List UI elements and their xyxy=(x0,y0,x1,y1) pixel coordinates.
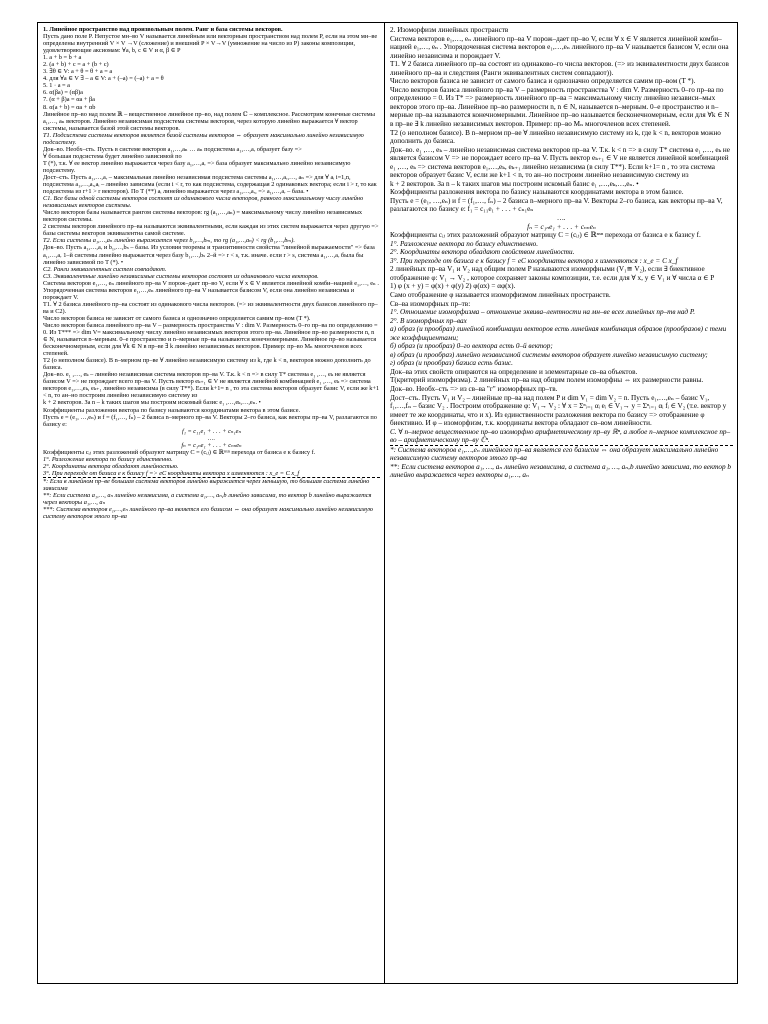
left-column xyxy=(38,23,385,983)
text-line: Система векторов e₁,…, eₙ линейного пр–ва V порож–дает пр–во V, если ∀ x ∈ V является линейной комби–нацией e₁,…, eₙ . Упорядоченная система векторов e₁,…,eₙ линейного пр–ва V называется базисом V, если она линейно независима и порождает V. xyxy=(390,34,729,60)
text-line: г) образ (и прообраз) базиса есть базис. xyxy=(390,359,513,368)
text-line: в) образ (и прообраз) линейно независимой системы векторов образует линейно независимую систему; xyxy=(390,350,708,359)
text-line: T1. Подсистема системы векторов является базой системы векторов ⇔ образует максимально линейно независимую подсистему. xyxy=(43,131,364,146)
right-column xyxy=(385,23,737,983)
text-line: 2°. В изоморфных пр–вах xyxy=(390,316,467,325)
text-line: 2. (a + b) + c = a + (b + c) xyxy=(43,61,109,69)
text-line: T (*), т.к. ∀ ее вектор линейно выражается через базу a₁,…,aᵣ => база образует максимально линейно независимую подсистему. xyxy=(43,159,351,174)
text-line: T2 (о неполном базисе). В n–мерном пр–ве ∀ линейно независимую систему из k, где k < n, векторов можно дополнить до базиса. xyxy=(43,357,371,372)
text-line: Док–ва этих свойств опираются на определение и элементарные св–ва объектов. xyxy=(390,367,638,376)
text-line: **: Если система векторов a₁, …, aₙ линейно независима, а система a₁, …, aₙ,b линейно зависима, то вектор b линейно выражается через векторы a₁,…, aₙ xyxy=(390,462,731,480)
text-line: ∀ большая подсистема будет линейно зависимой по xyxy=(43,152,182,160)
text-line: Число векторов базиса линейного пр–ва V – размерность пространства V : dim V. Размерность 0–го пр–ва по определению = 0. Из T*** => dim V= максимальному числу линейно независимых векторов этого пр–ва. Линейное пр–во размерности n, n ∈ N, называется n–мерным. 0–е пространство и n–мерные пр–ва называются конечномерными. Линейное пр–во называется бесконечномерным, если для ∀k ∈ N в пр–ве ∃ k линейно независимых векторов. Пример: пр–во Mₙ многочленов всех степеней. xyxy=(43,321,378,358)
text-line: k + 2 векторов. За n – k таких шагов мы построим искомый базис e₁ ,…,eₖ,…,eₙ. • xyxy=(390,179,639,188)
text-line: 2 системы векторов линейного пр–ва называются эквивалентными, если каждая из этих систем выражается через другую => базы системы векторов эквивалентна самой системе. xyxy=(43,223,379,238)
text-line: 1°. Разложение вектора по базису единственно. xyxy=(390,239,539,248)
text-line: 2°. Координаты вектора обладают свойством линейности. xyxy=(390,248,575,257)
text-line: Коэффициенты разложения вектора по базису называются координатами вектора в этом базисе. xyxy=(390,188,684,197)
text-line: fₙ = c₁ₙe₁ + . . . + cₙₙeₙ xyxy=(527,222,596,231)
text-line: Само отображение φ называется изоморфизмом линейных пространств. xyxy=(390,290,611,299)
text-line: f₁ = c₁₁e₁ + . . . + cₙ₁eₙ xyxy=(181,427,242,435)
text-line: 8. α(a + b) = αa + αb xyxy=(43,103,96,111)
text-line: *: Если в линейном пр–ве большая система векторов линейно выражается через меньшую, то большая система линейно зависима xyxy=(43,478,370,493)
text-line: Пусть e = (e₁, …,eₙ) и f = (f₁,…, fₙ) – 2 базиса n–мерного пр–ва V. Векторы 2–го базиса, как векторы пр–ва V, разлагаются по базису e: f₁ = c₁₁e₁ + . . . + cₙ₁eₙ xyxy=(390,196,723,214)
text-line: Число векторов базы называется рангом системы векторов: rg (a₁,…,aₙ) = максимальному числу линейно независимых векторов системы. xyxy=(43,209,362,224)
text-line: Коэффициенты разложения вектора по базису называются координатами вектора в этом базисе. xyxy=(43,406,301,414)
text-line: Число векторов базиса линейного пр–ва V – размерность пространства V : dim V. Размерность 0–го пр–ва по определению = 0. Из T* => размерность линейного пр–ва = максимальному числу линейно независи–мых векторов этого пр–ва. Линейное пр–во размерности n, n ∈ N, называется n–мерным. 0–е пространство и n–мерные пр–ва называются конечномерными. Линейное пр–во называется бесконечномерным, если для ∀k ∈ N в пр–ве ∃ k линейно независимых векторов. Пример: пр–во Mₙ многочленов всех степеней. xyxy=(390,85,730,129)
text-line: …. xyxy=(207,434,216,442)
text-line: 1°. Разложение вектора по базису единственно. xyxy=(43,455,173,463)
document-sheet xyxy=(37,22,738,984)
text-line: fₙ = c₁ₙe₁ + . . . + cₙₙeₙ xyxy=(181,441,242,449)
text-line: б) образ (и прообраз) 0–го вектора есть 0–й вектор; xyxy=(390,342,553,351)
text-line: Коэффициенты cᵢⱼ этих разложений образуют матрицу C = (cᵢⱼ) ∈ ℝⁿˣⁿ перехода от базиса e к базису f. xyxy=(390,231,701,240)
text-line: C1. Все базы одной системы векторов состоят из одинакового числа векторов, равного максимальному числу линейно независимых векторов системы. xyxy=(43,195,364,210)
text-line: f₁,…,fₙ – базис V₂ . Построим отображение φ: V₁→ V₂ : ∀ x = Σⁿᵢ₌₁ αᵢ eᵢ ∈ V₁→ y = Σⁿᵢ₌₁ αᵢ fᵢ ∈ V₂ (т.е. вектор y имеет те же координаты, что и x). Из единственности разложения вектора по базису => отображение φ биективно. И φ – изоморфизм, т.к. координаты вектора обладают св–вом линейности. xyxy=(390,402,727,428)
text-line: Число векторов базиса не зависит от самого базиса и однозначно определяется самим пр–вом (T *). xyxy=(43,314,311,322)
text-line: 1) φ (x + y) = φ(x) + φ(y) 2) φ(αx) = αφ(x). xyxy=(390,282,516,291)
text-line: …. xyxy=(557,214,566,223)
text-line: **: Если система a₁,…, aₙ линейно независима, а система a₁,…, aₙ,b линейно зависима, то вектор b линейно выражается через векторы a₁,…, aₙ xyxy=(43,492,372,507)
text-line: Док–во. Пусть a₁,…,aᵣ и b₁,…,bₛ – базы. Из условия теоремы и транзитивности свойства "линейной выражаемости" => база a₁,…,aᵣ 1–й системы линейно выражается через базу b₁,…,bₛ 2–й => r < s, т.к. иначе. если r > s, система a₁,…,aᵣ была бы линейно зависимой по T (*). • xyxy=(43,244,375,266)
text-line: 1. Линейное пространство над произвольным полем. Ранг и база системы векторов. xyxy=(43,26,283,33)
text-line: Коэффициенты cᵢⱼ этих разложений образуют матрицу C = (cᵢⱼ) ∈ ℝⁿˣⁿ переходa от базиса e к базису f. xyxy=(43,448,316,456)
text-line: Док–во. e₁ ,…, eₖ – линейно независимая система векторов пр–ва V. Т.к. k < n => в силу T* система e₁ ,…, eₖ не является базисом V => не порождает всего пр–ва V. Пусть вектор eₖ₊₁ ∈ V не является линейной комбинацией e₁ ,…, eₖ => система векторов e₁,…,eₖ, eₖ₊₁ линейно независима (в силу T**). Если k+1= n , то эта система векторов образует базис V, если же k+1 < n, то ан–но построим линейно независимую систему из xyxy=(390,145,730,180)
text-line: C. ∀ n–мерное вещественное пр–во изоморфно арифметическому пр–ву ℝⁿ, а любое n–мерное комплексное пр–во – арифметическому пр–ву ℂⁿ. xyxy=(390,427,731,445)
text-line: Док–во. e₁ ,…, eₖ – линейно независимая система векторов пр–ва V. Т.к. k < n => в силу T* система e₁ ,…, eₖ не является базисом V => не порождает всего пр–ва V. Пусть вектор eₖ₊₁ ∈ V не является линейной комбинацией e₁ ,…, eₖ => система векторов e₁,…,eₖ, eₖ₊₁ линейно независима (в силу T**). Если k+1= n , то эта система векторов образует базис V, если же k+1 < n, то ан–но построим линейно независимую систему из xyxy=(43,371,380,400)
text-line: Линейное пр–во над полем ℝ – вещественное линейное пр–во, над полем ℂ – комплексное. Рассмотрим конечные системы a₁,…, aₙ векторов. Линейно независимая подсистема системы векторов, через которую линейно выражается ∀ вектор системы, называется базой этой системы векторов. xyxy=(43,110,375,132)
text-line: *: Система векторов e₁,…,eₙ линейного пр–ва является его базисом ⇔ она образует максимально линейно независимую систему векторов этого пр–ва xyxy=(390,445,719,463)
text-line: T1. ∀ 2 базиса линейного пр–ва состоят из одинаково–го числа векторов. (=> из эквивалентности двух базисов линейного пр–ва и следствия (Ранги эквивалентных систем совпадают)). xyxy=(390,60,729,77)
text-line: 3°. При переходе от базиса e к базису f => eC координаты вектора x изменяются : x_e = C x_f xyxy=(43,469,300,477)
text-line: k + 2 векторов. За n – k таких шагов мы построим искомый базис e₁ ,…,eₖ,…,eₙ. • xyxy=(43,399,261,407)
text-line: 3°. При переходе от базиса e к базису f = eC координаты вектора x изменяются : x_e = C x_f xyxy=(390,256,678,265)
text-line: T2 (о неполном базисе). В n–мерном пр–ве ∀ линейно независимую систему из k, где k < n, векторов можно дополнить до базиса. xyxy=(390,128,721,146)
text-line: T2. Если системы a₁,…,aₙ линейно выражается через b₁,…,bₘ, то rg (a₁,…,aₙ) < rg (b₁,…,bₘ). xyxy=(43,237,295,245)
text-line: C3. Эквивалентные линейно независимые системы векторов состоят из одинакового числа векторов. xyxy=(43,272,319,280)
text-line: 3. ∃θ ∈ V: a + θ = θ + a = a xyxy=(43,68,113,76)
text-line: 5. 1 · a = a xyxy=(43,82,70,90)
text-line: Дост–сть. Пусть a₁,…,aᵣ – максимальная линейно независимая подсистема системы a₁,…,aᵣ,…, aₙ => для ∀ aᵢ i=1,n, подсистема a₁,…,aᵣ,aᵢ – линейно зависима (если i < r, то как подсистема, содержащая 2 одинаковых вектора; если i > r, то как подсистема из r+1 > r векторов). По T (**) aᵢ линейно выражается через a₁,…,aᵣ, => a₁,…,aᵣ – база. • xyxy=(43,173,377,196)
text-line: 4. для ∀a ∈ V ∃ – a ∈ V: a + (–a) = (–a) + a = θ xyxy=(43,75,164,83)
text-line: Св–ва изоморфных пр–тв: xyxy=(390,299,471,308)
text-line: Пусть дано поле P. Непустое мн–во V называется линейным или векторным пространством над полем P, если на этом мн–ве определены внутренний V × V →V (сложение) и внешний P × V→V (умножение на число из P) законы композиции, удовлетворяющие аксиомам: ∀a, b, c ∈ V и α, β ∈ P xyxy=(43,33,378,55)
text-line: 1. a + b = b + a xyxy=(43,54,82,62)
text-line: ***: Система векторов e₁,…,eₙ линейного пр–ва является его базисом ⇔ она образует максимально линейно независимую систему векторов этого пр–ва xyxy=(43,506,373,521)
text-line: 2°. Координаты вектора обладают линейностью. xyxy=(43,462,179,470)
text-line: a) образ (и прообраз) линейной комбинации векторов есть линейная комбинация образов (прообразов) с теми же коэффициентами; xyxy=(390,325,727,342)
text-line: Док–во. Необх–сть => из св–ва "г" изоморфных пр–тв. xyxy=(390,384,558,393)
text-line: 7. (α + β)a = αa + βa xyxy=(43,96,95,104)
text-line: Число векторов базиса не зависит от самого базиса и однозначно определяется самим пр–вом (T *). xyxy=(390,77,696,86)
text-line: C2. Ранги эквивалентных систем совпадают. xyxy=(43,265,167,273)
text-line: T(критерий изоморфизма). 2 линейных пр–ва над общим полем изоморфны ⇔ их размерности равны. xyxy=(390,376,704,385)
text-line: 2 линейных пр–ва V₁ и V₂ над общим полем P называются изоморфными (V₁≅ V₂), если ∃ биективное отображение φ: V₁ → V₂ , которое сохраняет законы композиции, т.е. если для ∀ x, y ∈ V₁ и ∀ числа α ∈ P xyxy=(390,265,715,282)
text-line: T1. ∀ 2 базиса линейного пр–ва состоят из одинакового числа векторов. (=> из эквивалентности двух базисов линейного пр–ва и C2). xyxy=(43,300,378,315)
text-line: 6. α(βa) = (αβ)a xyxy=(43,89,83,97)
text-line: Система векторов e₁,…, eₙ линейного пр–ва V порож–дает пр–во V, если ∀ x ∈ V является линейной комби–нацией e₁,…, eₙ . Упорядоченная система векторов e₁,…,eₙ линейного пр–ва V называется базисом V, если она линейно независима и порождает V. xyxy=(43,279,379,301)
text-line: Док–во. Необх–сть. Пусть в системе векторов a₁,…,aₙ … aₙ подсистема a₁,…,aᵣ образует базу => xyxy=(43,145,302,153)
text-line: 2. Изоморфизм линейных пространств xyxy=(390,26,509,34)
text-line: 1°. Отношение изоморфизма – отношение эквива–лентности на мн–ве всех линейных пр–тв над P. xyxy=(390,308,696,317)
text-line: Дост–сть. Пусть V₁ и V₂ – линейные пр–ва над полем P и dim V₁ = dim V₂ = n. Пусть e₁,…,eₙ – базис V₁, xyxy=(390,393,710,402)
text-line: Пусть e = (e₁, …,eₙ) и f = (f₁,…, fₙ) – 2 базиса n–мерного пр–ва V. Векторы 2–го базиса, как векторы пр–ва V, разлагаются по базису e: xyxy=(43,413,377,428)
